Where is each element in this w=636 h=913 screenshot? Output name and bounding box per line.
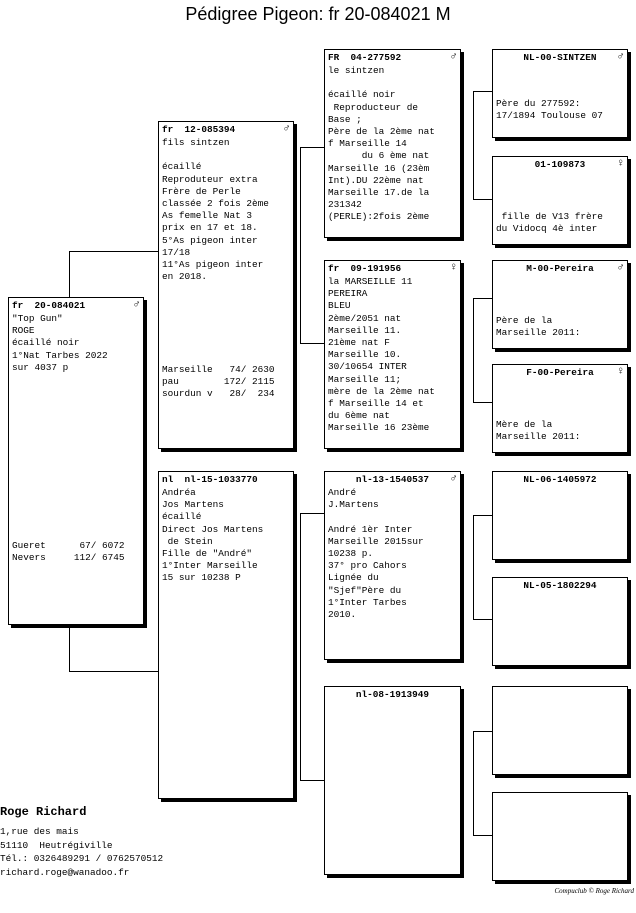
ring-number: F-00-Pereira ♀ [526,366,624,378]
pigeon-description: fils sintzen écaillé Reproduteur extra Frère de Perle classée 2 fois 2ème As femelle Nat 3 prix en 17 et 18. 5°As pigeon inter 17/18 11°As pigeon inter en 2018. [162,137,269,283]
ggp-card-6[interactable] [492,577,628,666]
connector-line [473,91,474,200]
owner-name: Roge Richard [0,805,87,819]
owner-info [0,805,163,879]
ggp-card-5[interactable] [492,471,628,560]
ggp-card-2[interactable] [492,156,628,245]
dam-dam-card[interactable] [324,686,461,875]
ring-number: fr 09-191956 ♀ [328,262,457,274]
sire-dam-card[interactable] [324,260,461,449]
pigeon-description: fille de V13 frère du Vidocq 4è inter [496,211,603,235]
credit-text: Compuclub © Roge Richard [554,887,634,895]
ring-number: fr 20-084021 ♂ [12,299,140,311]
race-results: Marseille 74/ 2630 pau 172/ 2115 sourdun v 28/ 234 [162,364,275,400]
sire-sire-card[interactable] [324,49,461,238]
owner-address: 1,rue des mais [0,826,79,837]
connector-line [473,91,492,92]
female-icon: ♀ [617,366,624,378]
ring-number: 01-109873 ♀ [534,158,624,170]
dam-card[interactable] [158,471,294,799]
connector-line [473,731,492,732]
sire-card[interactable] [158,121,294,449]
race-results: Gueret 67/ 6072 Nevers 112/ 6745 [12,540,125,564]
male-icon: ♂ [133,299,140,311]
ggp-card-3[interactable] [492,260,628,349]
owner-city: 51110 Heutrégiville [0,839,113,851]
ring-number [496,795,624,808]
ring-number: M-00-Pereira ♂ [526,262,624,274]
pigeon-description: Andréa Jos Martens écaillé Direct Jos Martens de Stein Fille de "André" 1°Inter Marseille 15 sur 10238 P [162,487,264,584]
connector-line [473,515,492,516]
ggp-card-8[interactable] [492,792,628,881]
connector-line [473,835,492,836]
connector-line [473,298,474,403]
ring-number: NL-06-1405972 [523,474,597,485]
ring-number: NL-00-SINTZEN ♂ [523,51,624,63]
page-title: Pédigree Pigeon: fr 20-084021 M [185,4,451,24]
connector-line [69,671,158,672]
pigeon-description: "Top Gun" ROGE écaillé noir 1°Nat Tarbes 2022 sur 4037 p [12,313,108,373]
ring-number: nl nl-15-1033770 [162,474,258,485]
male-icon: ♂ [450,473,457,485]
male-icon: ♂ [450,51,457,63]
pigeon-description: Père du 277592: 17/1894 Toulouse 07 [496,98,603,122]
owner-email[interactable]: richard.roge@wanadoo.fr [0,866,130,878]
subject-pigeon-card[interactable] [8,297,144,625]
pigeon-description: la MARSEILLE 11 PEREIRA BLEU 2ème/2051 nat Marseille 11. 21ème nat F Marseille 10. 30/10654 INTER Marseille 11; mère de la 2ème nat f Marseille 14 et du 6ème nat Marseille 16 23ème [328,276,435,434]
male-icon: ♂ [283,123,290,135]
connector-line [300,147,301,344]
connector-line [300,147,324,148]
female-icon: ♀ [450,262,457,274]
connector-line [300,343,324,344]
owner-phone: Tél.: 0326489291 / 0762570512 [0,853,164,864]
male-icon: ♂ [617,262,624,274]
ggp-card-7[interactable] [492,686,628,775]
ggp-card-1[interactable] [492,49,628,138]
ring-number: fr 12-085394 ♂ [162,123,290,135]
male-icon: ♂ [617,51,624,63]
connector-line [69,251,158,252]
pigeon-description: Père de la Marseille 2011: [496,315,581,339]
connector-line [473,199,492,200]
pigeon-description: le sintzen écaillé noir Reproducteur de Base ; Père de la 2ème nat f Marseille 14 du 6 ème nat Marseille 16 (23èm Int).DU 22ème nat Marseille 17.de la 231342 (PERLE):2fois 2ème [328,65,435,223]
connector-line [473,298,492,299]
ring-number [496,689,624,702]
connector-line [473,515,474,620]
female-icon: ♀ [617,158,624,170]
pigeon-description: André J.Martens André 1èr Inter Marseille 2015sur 10238 p. 37° pro Cahors Lignée du "Sjef"Père du 1°Inter Tarbes 2010. [328,487,424,621]
connector-line [473,402,492,403]
ring-number: nl-13-1540537 ♂ [355,473,457,485]
ring-number: NL-05-1802294 [523,580,597,591]
connector-line [473,619,492,620]
dam-sire-card[interactable] [324,471,461,660]
ring-number: nl-08-1913949 [355,689,430,700]
connector-line [300,780,324,781]
pigeon-description: Mère de la Marseille 2011: [496,419,581,443]
connector-line [300,513,324,514]
ggp-card-4[interactable] [492,364,628,453]
connector-line [473,731,474,836]
ring-number: FR 04-277592 ♂ [328,51,457,63]
connector-line [300,513,301,781]
